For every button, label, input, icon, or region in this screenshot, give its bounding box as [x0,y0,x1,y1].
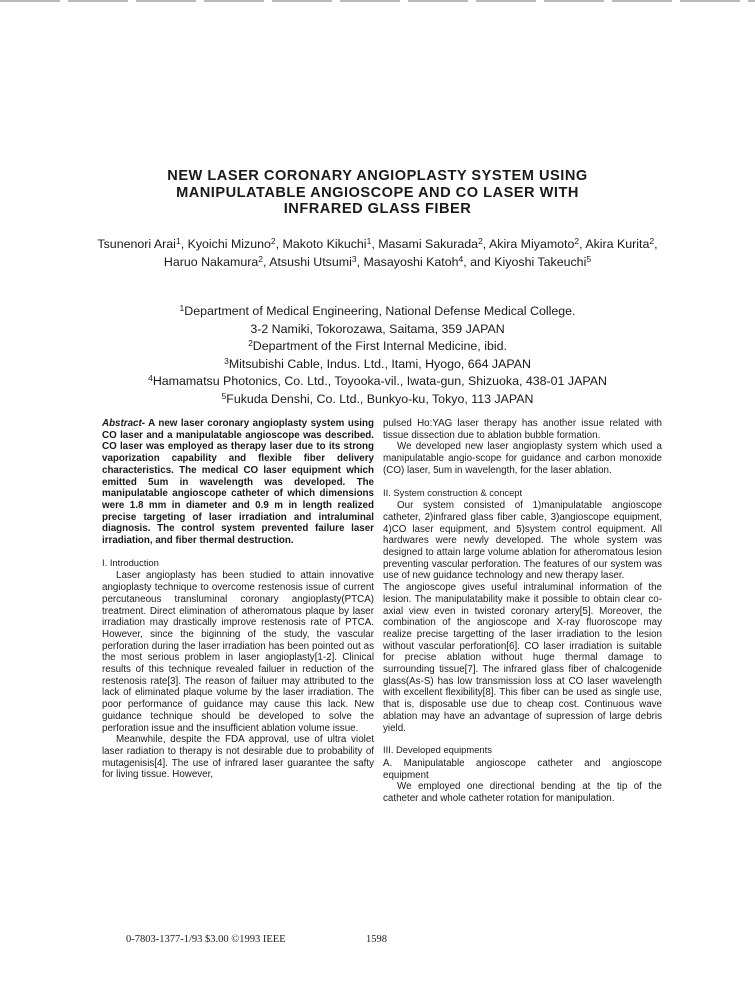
author-separator: , [180,237,188,251]
author-affil-mark: 5 [586,253,592,264]
author-separator: , [654,237,658,251]
author-affil-mark: 2 [270,236,276,246]
affiliation-mark: 1 [179,303,185,313]
paragraph: Meanwhile, despite the FDA approval, use of ultra violet laser radiation to therapy is not desirable due to probability of mutagenisis[4]. The use of infrared laser guarantee the safty for living tissue. However, [102,734,374,781]
author-affil-mark: 2 [574,236,580,246]
abstract-label: Abstract- [102,418,146,429]
affiliation-text: Department of the First Internal Medicine, ibid. [252,339,507,353]
author-separator: , Akira Miyamoto [482,237,575,251]
author-affil-mark: 1 [175,236,181,246]
affiliation [95,338,660,356]
author-affil-mark: 2 [649,236,655,246]
paper-title [80,168,675,218]
page-number: 1598 [366,934,387,945]
author-separator: , [263,254,270,269]
author-name: Tsunenori Arai [97,237,176,251]
affiliation-mark: 3 [224,355,229,366]
author-affil-mark: 2 [258,253,263,264]
title-line: INFRARED GLASS FIBER [283,201,472,217]
author-name: Atsushi Utsumi [269,254,352,269]
author-separator: , [275,237,283,251]
author-name: Haruo Nakamura [163,254,259,269]
paragraph: Our system consisted of 1)manipulatable angioscope catheter, 2)infrared glass fiber cable, 3)angioscope equipment, 4)CO laser equipment, and 5)system control equipment. All hardwares were newly developed. The whole system was designed to attain large volume ablation for atheromatous lesion preventing vascular perforation. The features of our system was use of new guidance technology and new therapy laser. [383,500,662,582]
author-affil-mark: 3 [351,253,357,264]
abstract-text: A new laser coronary angioplasty system using CO laser and a manipulatable angioscope was described. CO laser was employed as therapy laser due to its strong vaporization capability and flexible fiber delivery characteristics. The medical CO laser equipment which emitted 5um in wavelength was developed. The manipulatable angioscope catheter of which dimensions were 1.8 mm in diameter and 0.9 m in length realized precise targeting of laser irradiation and intraluminal diagnosis. The control system prevented failure laser irradiation, and fiber thermal destruction. [102,418,374,547]
author-name: Masayoshi Katoh [363,254,459,269]
affiliation-text: Mitsubishi Cable, Indus. Ltd., Itami, Hyogo, 664 JAPAN [228,356,531,371]
author-name: Masami Sakurada [378,237,479,251]
paragraph: The angioscope gives useful intraluminal information of the lesion. The manipulatability make it possible to obtain clear co-axial view even in twisted coronary artery[5]. Moreover, the combination of the angioscope and X-ray fluoroscope may realize precise targetting of the laser irradiation to the lesion without vascular perforation[6]. CO laser irradiation is suitable for precise ablation without huge thermal damage to surrounding tissue[7]. The infrared glass fiber of chalcogenide glass(As-S) has low transmission loss at CO laser wavelength with excellent flexibility[8]. This fiber can be used as single use, that is, disposable use due to cheap cost. Continuous wave ablation may have an advantage of supression of large debris yield. [383,582,662,734]
affiliation-mark: 2 [248,338,253,348]
affiliation-text: Hamamatsu Photonics, Co. Ltd., Toyooka-vil., Iwata-gun, Shizuoka, 438-01 JAPAN [152,374,607,388]
section-heading: II. System construction & concept [383,486,523,498]
paragraph: pulsed Ho:YAG laser therapy has another issue related with tissue dissection due to ablation bubble formation. [383,418,662,441]
author-separator: , [579,237,586,251]
right-column [383,418,662,805]
section-heading: I. Introduction [102,556,159,568]
affiliation [95,321,660,339]
left-column [102,418,374,781]
affiliation-mark: 5 [221,390,227,401]
scan-top-edge [0,0,755,2]
author-affil-mark: 2 [478,236,483,246]
copyright-footer: 0-7803-1377-1/93 $3.00 ©1993 IEEE [126,934,286,945]
subsection-heading: A. Manipulatable angioscope catheter and angioscope equipment [383,757,662,781]
paragraph: We developed new laser angioplasty system which used a manipulatable angio-scope for guidance and carbon monoxide (CO) laser, 5um in wavelength, for the laser ablation. [383,441,662,476]
affiliation-text: Department of Medical Engineering, National Defense Medical College. [184,304,576,318]
author-separator: , [371,237,379,251]
author-name: Makoto Kikuchi [282,237,367,251]
affiliation-text: Fukuda Denshi, Co. Ltd., Bunkyo-ku, Tokyo, 113 JAPAN [226,391,534,406]
section-heading: III. Developed equipments [383,744,492,756]
author-name: Akira Kurita [585,237,650,251]
title-line: NEW LASER CORONARY ANGIOPLASTY SYSTEM USING [167,168,588,184]
author-list [95,236,660,271]
affiliation-list [95,303,660,408]
abstract [102,418,374,547]
author-name: Kyoichi Mizuno [187,237,271,251]
affiliation-text: 3-2 Namiki, Tokorozawa, Saitama, 359 JAPAN [250,321,505,336]
affiliation [95,373,660,391]
affiliation [95,391,660,409]
paragraph: Laser angioplasty has been studied to attain innovative angioplasty technique to overcome restenosis issue of current percutaneous transluminal coronary angioplasty(PTCA) treatment. Direct elimination of atheromatous plaque by laser irradiation may drastically improve restenosis rate of PTCA. However, since the biginning of the study, the vascular perforation during the laser irradiation has been pointed out as the most serious problem in laser angioplasty[1-2]. Clinical results of this technique revealed failuer in reduction of the restenosis rate[3]. The reason of failuer may attributed to the lack of eliminated plaque volume by the laser irradiation. The poor performance of guidance may cause this lack. New guidance technique should be developed to solve the perforation issue and the insufficient ablation volume issue. [102,570,374,734]
affiliation [95,356,660,374]
affiliation [95,303,660,321]
author-affil-mark: 4 [458,253,464,264]
author-separator: , [356,254,364,269]
author-separator: , and Kiyoshi Takeuchi [463,254,587,269]
author-affil-mark: 1 [366,236,372,246]
paragraph: We employed one directional bending at the tip of the catheter and whole catheter rotation for manipulation. [383,781,662,805]
title-line: MANIPULATABLE ANGIOSCOPE AND CO LASER WITH [176,184,579,201]
affiliation-mark: 4 [148,373,153,383]
